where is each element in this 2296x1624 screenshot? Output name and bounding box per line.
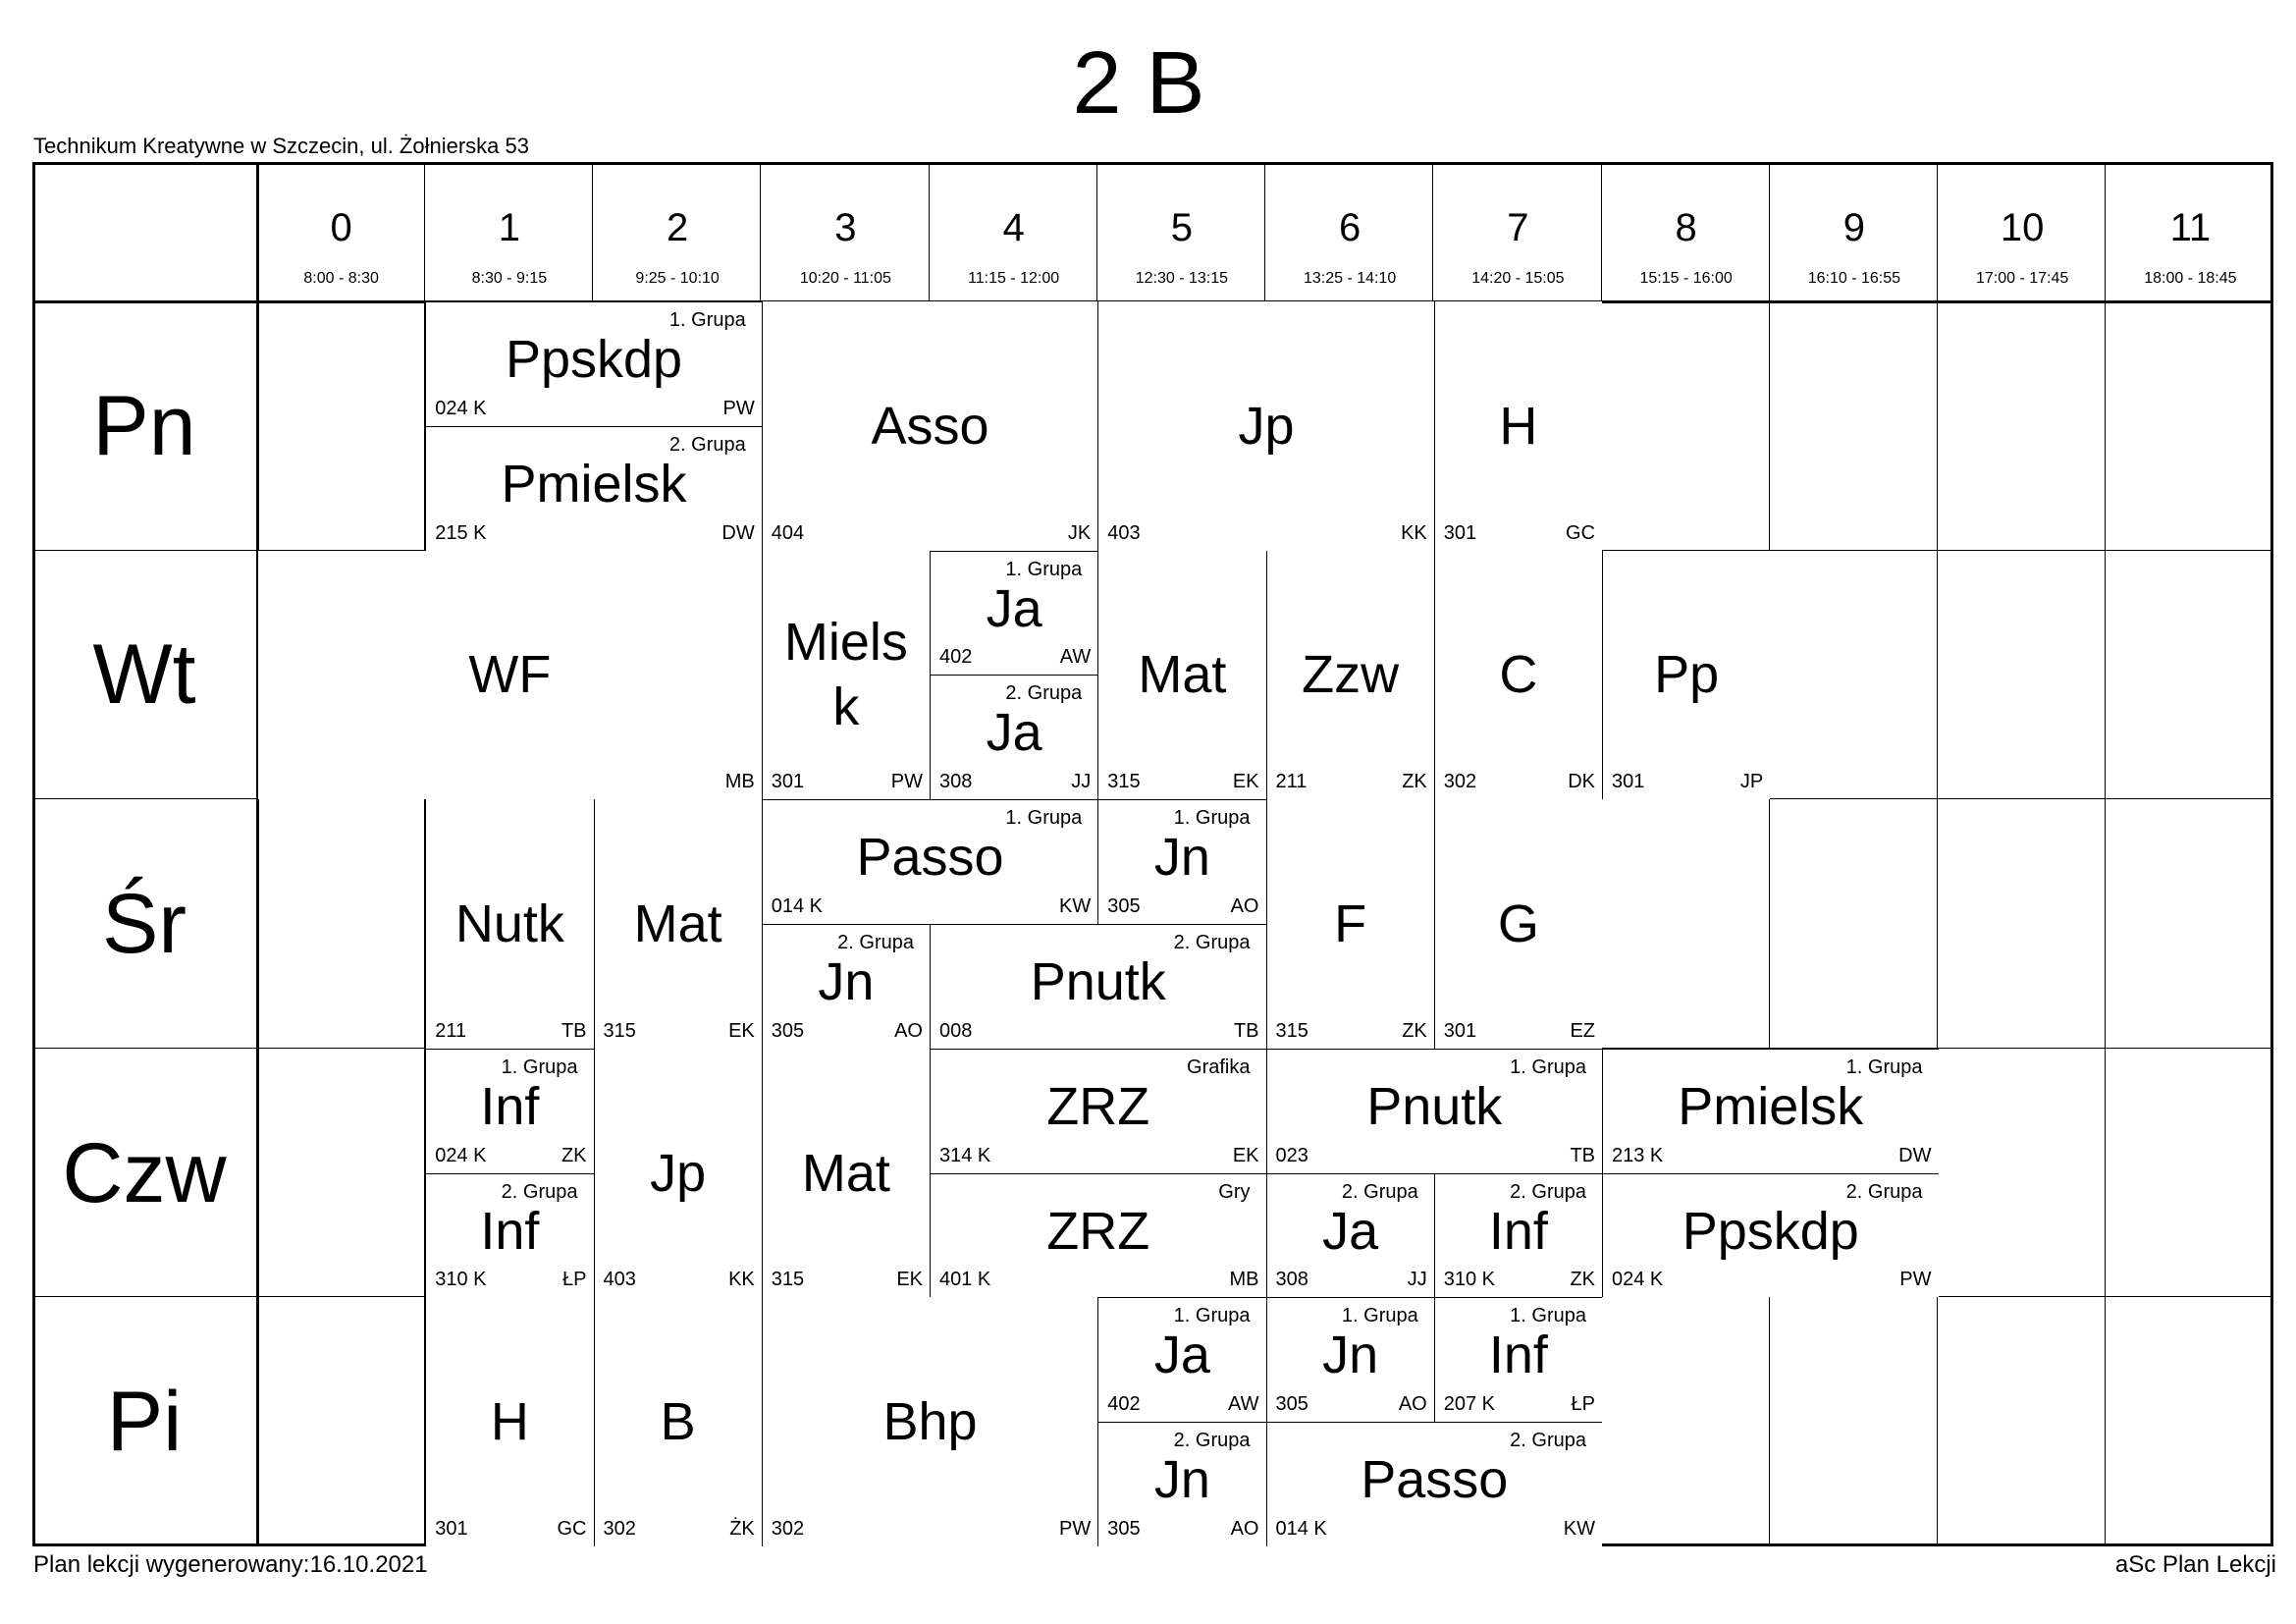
lesson-cell[interactable]: [257, 551, 762, 800]
lesson-teacher: EZ: [1570, 1019, 1595, 1042]
lesson-group: 2. Grupa: [1173, 932, 1251, 953]
lesson-cell[interactable]: [1266, 551, 1434, 800]
lesson-subject: B: [660, 1392, 696, 1452]
lesson-room: 211: [435, 1019, 467, 1042]
lesson-teacher: JJ: [1407, 1269, 1427, 1291]
period-divider: [2105, 162, 2106, 1546]
period-header: [1602, 162, 1770, 301]
period-time: 9:25 - 10:10: [635, 270, 720, 287]
period-number: 9: [1842, 206, 1865, 249]
lesson-teacher: AW: [1228, 1393, 1259, 1416]
period-time: 11:15 - 12:00: [968, 270, 1060, 287]
lesson-room: 404: [771, 521, 805, 544]
period-time: 8:30 - 9:15: [471, 270, 548, 287]
day-label: Wt: [92, 627, 196, 723]
lesson-subject: Nutk: [454, 893, 564, 953]
lesson-teacher: TB: [561, 1019, 587, 1042]
lesson-group: 1. Grupa: [1510, 1305, 1586, 1327]
lesson-teacher: TB: [1233, 1019, 1259, 1042]
lesson-cell[interactable]: [594, 1049, 762, 1298]
period-time: 14:20 - 15:05: [1471, 270, 1565, 287]
period-time: 10:20 - 11:05: [799, 270, 891, 287]
period-header: [930, 162, 1097, 301]
lesson-subject: Pnutk: [1030, 952, 1166, 1011]
lesson-room: 310 K: [435, 1269, 487, 1291]
lesson-room: 305: [1107, 1517, 1141, 1540]
period-number: 7: [1507, 206, 1529, 249]
lesson-teacher: ŁP: [562, 1269, 587, 1291]
lesson-room: 301: [771, 771, 805, 793]
lesson-subject: Ppskdp: [505, 330, 683, 389]
day-label: Czw: [62, 1125, 227, 1220]
lesson-subject: Pmielsk: [1678, 1076, 1864, 1136]
page-title: 2 B: [1072, 34, 1205, 133]
lesson-cell[interactable]: [930, 1173, 1266, 1298]
lesson-cell[interactable]: [425, 426, 762, 551]
lesson-teacher: KW: [1059, 894, 1092, 917]
lesson-room: 023: [1275, 1144, 1308, 1166]
lesson-subject: Miels k: [783, 613, 908, 737]
lesson-group: 2. Grupa: [1845, 1180, 1923, 1203]
lesson-cell[interactable]: [1602, 551, 1770, 800]
lesson-cell[interactable]: [1097, 301, 1434, 551]
lesson-subject: Zzw: [1302, 645, 1400, 705]
lesson-room: 305: [1107, 894, 1141, 917]
day-column-divider: [256, 162, 259, 1546]
lesson-teacher: KK: [728, 1269, 755, 1291]
lesson-teacher: PW: [890, 771, 923, 793]
lesson-subject: Inf: [1488, 1201, 1548, 1261]
lesson-subject: Jn: [1153, 1450, 1210, 1510]
period-number: 0: [330, 206, 352, 249]
lesson-group: 1. Grupa: [1173, 1305, 1251, 1327]
lesson-teacher: DW: [721, 521, 755, 544]
lesson-subject: Bhp: [882, 1392, 978, 1452]
day-label: Pi: [106, 1375, 183, 1470]
period-number: 10: [2000, 206, 2045, 249]
lesson-subject: Ja: [1153, 1326, 1210, 1385]
lesson-group: 1. Grupa: [1341, 1305, 1418, 1327]
lesson-teacher: GC: [557, 1517, 587, 1540]
lesson-subject: Mat: [633, 893, 722, 953]
lesson-room: 301: [1443, 1019, 1477, 1042]
lesson-subject: C: [1499, 645, 1538, 705]
lesson-cell[interactable]: [930, 551, 1097, 676]
lesson-room: 024 K: [435, 397, 487, 419]
lesson-subject: Mat: [1138, 645, 1227, 705]
lesson-teacher: PW: [1059, 1517, 1092, 1540]
lesson-subject: Passo: [1361, 1450, 1509, 1510]
lesson-teacher: MB: [1229, 1269, 1259, 1291]
lesson-subject: Jp: [650, 1143, 707, 1203]
period-time: 12:30 - 13:15: [1135, 270, 1229, 287]
lesson-room: 315: [1275, 1019, 1308, 1042]
lesson-room: 310 K: [1443, 1269, 1496, 1291]
lesson-cell[interactable]: [762, 551, 930, 800]
lesson-room: 305: [1275, 1393, 1308, 1416]
lesson-subject: Ja: [986, 703, 1042, 763]
lesson-room: 315: [1107, 771, 1141, 793]
lesson-teacher: KW: [1563, 1517, 1595, 1540]
lesson-cell[interactable]: [1434, 1173, 1602, 1298]
lesson-teacher: AO: [894, 1019, 923, 1042]
brand-label: aSc Plan Lekcji: [2114, 1551, 2276, 1578]
lesson-cell[interactable]: [594, 799, 762, 1049]
period-time: 17:00 - 17:45: [1975, 270, 2069, 287]
lesson-group: 1. Grupa: [1005, 558, 1083, 580]
lesson-subject: H: [490, 1392, 529, 1452]
lesson-room: 402: [1107, 1393, 1141, 1416]
lesson-cell[interactable]: [1097, 551, 1265, 800]
lesson-group: 1. Grupa: [1005, 807, 1083, 830]
lesson-subject: Ja: [986, 578, 1042, 638]
lesson-subject: Asso: [871, 396, 989, 456]
lesson-group: 2. Grupa: [501, 1180, 578, 1203]
lesson-room: 302: [603, 1517, 636, 1540]
lesson-teacher: DK: [1568, 771, 1595, 793]
lesson-teacher: ŁP: [1571, 1393, 1595, 1416]
lesson-teacher: EK: [1232, 1144, 1259, 1166]
lesson-room: 302: [1443, 771, 1477, 793]
lesson-group: 2. Grupa: [1173, 1430, 1251, 1452]
lesson-teacher: MB: [724, 771, 755, 793]
lesson-room: 315: [603, 1019, 636, 1042]
lesson-group: 2. Grupa: [1341, 1180, 1418, 1203]
lesson-cell[interactable]: [1266, 799, 1434, 1049]
lesson-subject: Inf: [480, 1076, 540, 1136]
lesson-group: 1. Grupa: [1510, 1056, 1586, 1078]
lesson-room: 215 K: [435, 521, 487, 544]
lesson-subject: Pp: [1654, 645, 1720, 705]
lesson-subject: ZRZ: [1046, 1076, 1150, 1136]
lesson-room: 301: [435, 1517, 468, 1540]
lesson-room: 014 K: [1275, 1517, 1327, 1540]
period-number: 5: [1170, 206, 1193, 249]
lesson-room: 403: [603, 1269, 636, 1291]
lesson-teacher: ZK: [1402, 771, 1427, 793]
lesson-group: Gry: [1218, 1180, 1251, 1203]
lesson-cell[interactable]: [762, 1297, 1098, 1546]
lesson-teacher: ZK: [561, 1144, 587, 1166]
lesson-subject: F: [1334, 893, 1367, 953]
period-number: 11: [2169, 206, 2212, 249]
lesson-group: Grafika: [1187, 1056, 1251, 1078]
lesson-cell[interactable]: [1266, 1173, 1434, 1298]
generated-date: Plan lekcji wygenerowany:16.10.2021: [33, 1551, 428, 1578]
lesson-teacher: ŻK: [729, 1517, 755, 1540]
lesson-room: 305: [771, 1019, 805, 1042]
period-number: 2: [667, 206, 689, 249]
period-header: [594, 162, 762, 301]
lesson-teacher: AO: [1230, 1517, 1259, 1540]
period-header: [1939, 162, 2107, 301]
period-number: 1: [498, 206, 520, 249]
lesson-room: 403: [1107, 521, 1141, 544]
lesson-cell[interactable]: [1266, 1422, 1603, 1546]
lesson-room: 024 K: [1612, 1269, 1664, 1291]
period-divider: [1769, 162, 1770, 1546]
lesson-teacher: JJ: [1071, 771, 1092, 793]
lesson-cell[interactable]: [1434, 551, 1602, 800]
lesson-room: 008: [939, 1019, 973, 1042]
lesson-group: 2. Grupa: [1510, 1430, 1586, 1452]
lesson-room: 308: [1275, 1269, 1308, 1291]
lesson-cell[interactable]: [1434, 1297, 1602, 1422]
lesson-room: 301: [1612, 771, 1645, 793]
lesson-cell[interactable]: [930, 924, 1266, 1049]
lesson-teacher: ZK: [1570, 1269, 1595, 1291]
lesson-group: 1. Grupa: [501, 1056, 578, 1078]
lesson-cell[interactable]: [594, 1297, 762, 1546]
lesson-teacher: AW: [1059, 646, 1092, 669]
period-number: 6: [1339, 206, 1362, 249]
lesson-room: 211: [1275, 771, 1308, 793]
lesson-cell[interactable]: [1434, 301, 1602, 551]
period-header: [1434, 162, 1602, 301]
lesson-teacher: AO: [1398, 1393, 1427, 1416]
day-label: Śr: [102, 877, 187, 971]
period-header: [762, 162, 930, 301]
lesson-subject: Jn: [818, 952, 875, 1011]
lesson-room: 314 K: [939, 1144, 991, 1166]
lesson-subject: Ja: [1322, 1201, 1379, 1261]
lesson-cell[interactable]: [762, 799, 1098, 924]
period-header: [1097, 162, 1265, 301]
lesson-cell[interactable]: [1434, 799, 1602, 1049]
lesson-room: 302: [771, 1517, 805, 1540]
school-name: Technikum Kreatywne w Szczecin, ul. Żołnierska 53: [33, 134, 529, 158]
lesson-cell[interactable]: [1097, 1297, 1265, 1422]
lesson-subject: G: [1497, 893, 1539, 953]
period-time: 8:00 - 8:30: [303, 270, 379, 287]
lesson-subject: Pnutk: [1366, 1076, 1503, 1136]
lesson-subject: Inf: [480, 1201, 540, 1261]
lesson-subject: Jp: [1238, 396, 1295, 456]
lesson-teacher: DW: [1898, 1144, 1932, 1166]
period-header: [1770, 162, 1938, 301]
lesson-room: 315: [771, 1269, 805, 1291]
lesson-group: 2. Grupa: [668, 433, 746, 456]
lesson-group: 1. Grupa: [1173, 807, 1251, 830]
lesson-subject: Jn: [1322, 1326, 1379, 1385]
lesson-subject: Jn: [1153, 828, 1210, 888]
period-divider: [1937, 162, 1938, 1546]
lesson-teacher: EK: [896, 1269, 923, 1291]
lesson-cell[interactable]: [1602, 1049, 1939, 1173]
period-header: [2107, 162, 2274, 301]
lesson-subject: Pmielsk: [501, 454, 687, 514]
lesson-teacher: EK: [1232, 771, 1259, 793]
lesson-subject: WF: [468, 645, 552, 705]
period-header: [1266, 162, 1434, 301]
period-number: 4: [1002, 206, 1025, 249]
lesson-room: 207 K: [1443, 1393, 1496, 1416]
lesson-room: 024 K: [435, 1144, 487, 1166]
lesson-cell[interactable]: [762, 1049, 930, 1298]
day-label: Pn: [92, 378, 196, 473]
lesson-room: 401 K: [939, 1269, 991, 1291]
lesson-cell[interactable]: [1602, 1173, 1939, 1298]
lesson-teacher: EK: [728, 1019, 755, 1042]
lesson-cell[interactable]: [425, 1049, 593, 1173]
lesson-cell[interactable]: [762, 924, 930, 1049]
lesson-cell[interactable]: [425, 1173, 593, 1298]
lesson-cell[interactable]: [1097, 1422, 1265, 1546]
period-number: 3: [834, 206, 857, 249]
lesson-room: 402: [939, 646, 973, 669]
lesson-room: 308: [939, 771, 973, 793]
period-time: 13:25 - 14:10: [1303, 270, 1397, 287]
lesson-group: 2. Grupa: [837, 932, 914, 953]
lesson-subject: Mat: [801, 1143, 890, 1203]
period-header: [257, 162, 425, 301]
lesson-room: 014 K: [771, 894, 824, 917]
lesson-room: 213 K: [1612, 1144, 1664, 1166]
lesson-cell[interactable]: [425, 301, 762, 426]
lesson-teacher: KK: [1401, 521, 1427, 544]
lesson-group: 2. Grupa: [1510, 1180, 1586, 1203]
lesson-subject: Ppskdp: [1682, 1201, 1859, 1261]
period-time: 18:00 - 18:45: [2144, 270, 2237, 287]
lesson-cell[interactable]: [425, 799, 593, 1049]
lesson-group: 1. Grupa: [668, 309, 746, 331]
period-header: [425, 162, 593, 301]
lesson-room: 301: [1443, 521, 1477, 544]
lesson-cell[interactable]: [1266, 1297, 1434, 1422]
lesson-teacher: TB: [1570, 1144, 1595, 1166]
lesson-subject: Inf: [1488, 1326, 1548, 1385]
period-time: 15:15 - 16:00: [1639, 270, 1733, 287]
lesson-teacher: AO: [1230, 894, 1259, 917]
lesson-subject: H: [1499, 396, 1538, 456]
lesson-cell[interactable]: [1097, 799, 1265, 924]
lesson-teacher: PW: [722, 397, 755, 419]
lesson-cell[interactable]: [930, 1049, 1266, 1173]
lesson-subject: ZRZ: [1046, 1201, 1150, 1261]
lesson-cell[interactable]: [425, 1297, 593, 1546]
lesson-cell[interactable]: [1266, 1049, 1603, 1173]
lesson-teacher: JK: [1067, 521, 1092, 544]
lesson-subject: Passo: [856, 828, 1004, 888]
lesson-teacher: PW: [1899, 1269, 1932, 1291]
lesson-cell[interactable]: [930, 675, 1097, 799]
lesson-teacher: JP: [1739, 771, 1764, 793]
lesson-teacher: ZK: [1402, 1019, 1427, 1042]
lesson-group: 1. Grupa: [1845, 1056, 1923, 1078]
period-number: 8: [1675, 206, 1697, 249]
lesson-teacher: GC: [1566, 521, 1595, 544]
lesson-group: 2. Grupa: [1005, 682, 1083, 705]
lesson-cell[interactable]: [762, 301, 1098, 551]
period-time: 16:10 - 16:55: [1807, 270, 1901, 287]
